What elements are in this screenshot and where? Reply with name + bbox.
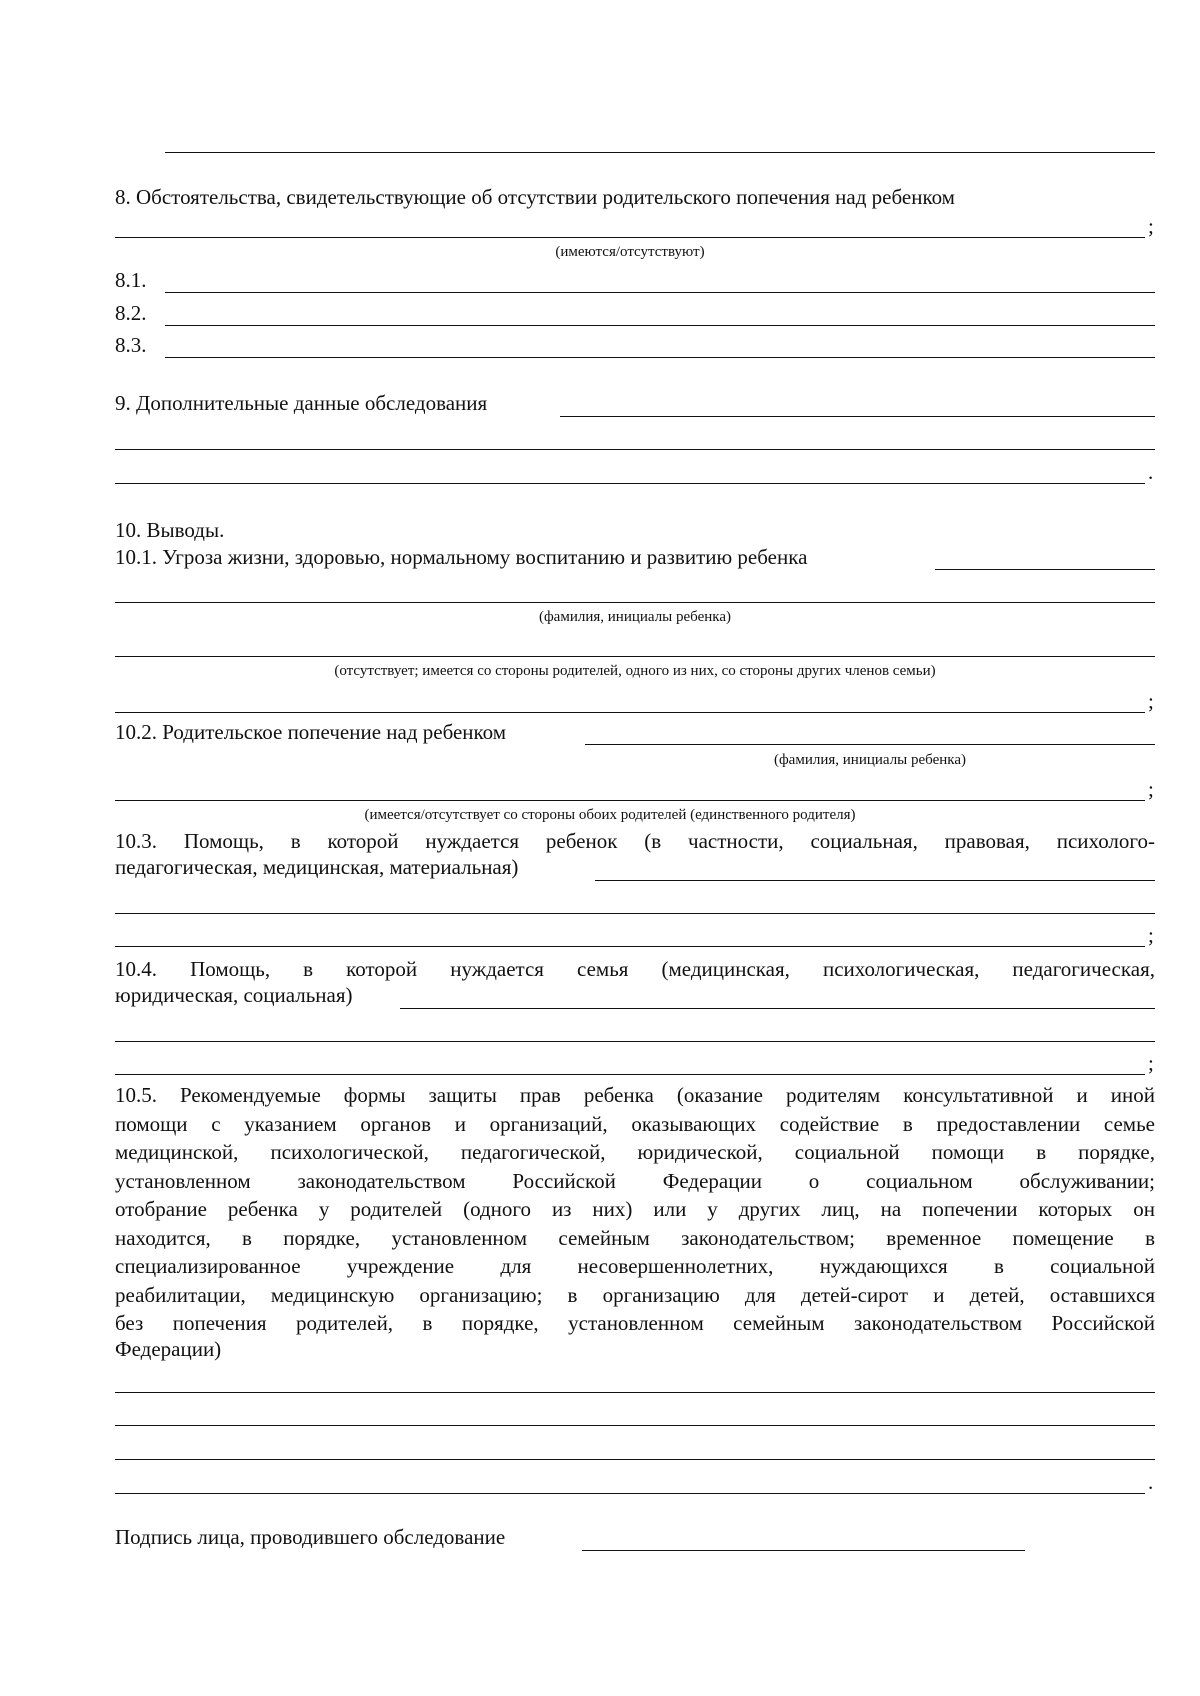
section-10-5-line-1: 10.5. Рекомендуемые формы защиты прав ребенка (оказание родителям консультативной и иной (115, 1083, 1155, 1107)
section-10-5-line-6: находится, в порядке, установленном семейным законодательством; временное помещение в (115, 1225, 1155, 1250)
section-10-2-child-name-field[interactable] (585, 744, 1155, 745)
item-8-3-label: 8.3. (115, 333, 147, 357)
section-10-5-line-2: помощи с указанием органов и организаций, оказывающих содействие в предоставлении семье (115, 1111, 1155, 1136)
section-10-2-care-field[interactable] (115, 800, 1145, 801)
section-10-5-line-4: установленном законодательством Российской Федерации о социальном обслуживании; (115, 1168, 1155, 1193)
section-9-field-3[interactable] (115, 483, 1145, 484)
section-10-5-line-8: реабилитации, медицинскую организацию; в организацию для детей-сирот и детей, оставшихся (115, 1282, 1155, 1307)
section-10-4-field-3[interactable] (115, 1074, 1145, 1075)
section-10-5-line-9: без попечения родителей, в порядке, установленном семейным законодательством Российской (115, 1311, 1155, 1335)
section-10-2-care-caption: (имеется/отсутствует со стороны обоих родителей (единственного родителя) (364, 807, 856, 823)
section-10-4-line-1: 10.4. Помощь, в которой нуждается семья (медицинская, психологическая, педагогическая, (115, 957, 1155, 981)
section-10-3-end-punct: ; (1148, 923, 1154, 947)
section-10-4-field-1[interactable] (400, 1008, 1155, 1009)
section-10-1-threat-caption: (отсутствует; имеется со стороны родителей, одного из них, со стороны других членов семьи) (334, 663, 936, 679)
section-10-4-end-punct: ; (1148, 1051, 1154, 1075)
item-8-1-label: 8.1. (115, 268, 147, 292)
section-9-title: 9. Дополнительные данные обследования (115, 391, 488, 415)
section-10-5-field-1[interactable] (115, 1392, 1155, 1393)
section-10-1-threat-field[interactable] (115, 656, 1155, 657)
signature-field[interactable] (582, 1550, 1025, 1551)
section-8-answer-field[interactable] (115, 237, 1145, 238)
section-10-5-line-7: специализированное учреждение для несовершеннолетних, нуждающихся в социальной (115, 1254, 1155, 1278)
section-10-2-title: 10.2. Родительское попечение над ребенком (115, 720, 507, 744)
item-8-2-field[interactable] (165, 325, 1155, 326)
section-10-3-line-1: 10.3. Помощь, в которой нуждается ребенок (в частности, социальная, правовая, психолого- (115, 829, 1155, 853)
section-8-end-punct: ; (1148, 214, 1154, 238)
section-8-caption: (имеются/отсутствуют) (555, 244, 705, 260)
section-10-3-line-2: педагогическая, медицинская, материальная) (115, 855, 519, 879)
section-10-4-field-2[interactable] (115, 1041, 1155, 1042)
section-9-field-2[interactable] (115, 449, 1155, 450)
section-10-5-line-5: отобрание ребенка у родителей (одного из них) или у других лиц, на попечении которых он (115, 1197, 1155, 1221)
item-8-2-label: 8.2. (115, 301, 147, 325)
section-10-1-child-caption: (фамилия, инициалы ребенка) (538, 609, 732, 625)
section-10-2-child-caption: (фамилия, инициалы ребенка) (773, 752, 967, 768)
section-10-1-end-punct: ; (1148, 689, 1154, 713)
section-10-1-child-name-field[interactable] (115, 602, 1155, 603)
section-10-5-end-punct: . (1148, 1470, 1154, 1494)
section-8-title: 8. Обстоятельства, свидетельствующие об отсутствии родительского попечения над ребенком (115, 185, 955, 209)
section-10-1-field-1[interactable] (935, 569, 1155, 570)
section-10-5-field-4[interactable] (115, 1493, 1145, 1494)
section-10-5-field-2[interactable] (115, 1425, 1155, 1426)
section-10-4-line-2: юридическая, социальная) (115, 983, 353, 1007)
section-10-5-field-3[interactable] (115, 1459, 1155, 1460)
top-rule (165, 152, 1155, 153)
section-10-5-line-10: Федерации) (115, 1337, 222, 1361)
section-9-field-1[interactable] (560, 416, 1155, 417)
section-10-5-line-3: медицинской, психологической, педагогической, юридической, социальной помощи в порядке, (115, 1140, 1155, 1164)
section-10-3-field-3[interactable] (115, 946, 1145, 947)
section-10-title: 10. Выводы. (115, 518, 225, 542)
section-10-1-title: 10.1. Угроза жизни, здоровью, нормальному воспитанию и развитию ребенка (115, 545, 808, 569)
item-8-3-field[interactable] (165, 357, 1155, 358)
section-10-3-field-2[interactable] (115, 913, 1155, 914)
section-10-2-end-punct: ; (1148, 777, 1154, 801)
section-10-3-field-1[interactable] (595, 880, 1155, 881)
section-9-end-punct: . (1148, 460, 1154, 484)
signature-label: Подпись лица, проводившего обследование (115, 1525, 506, 1549)
item-8-1-field[interactable] (165, 292, 1155, 293)
section-10-1-field-3[interactable] (115, 712, 1145, 713)
